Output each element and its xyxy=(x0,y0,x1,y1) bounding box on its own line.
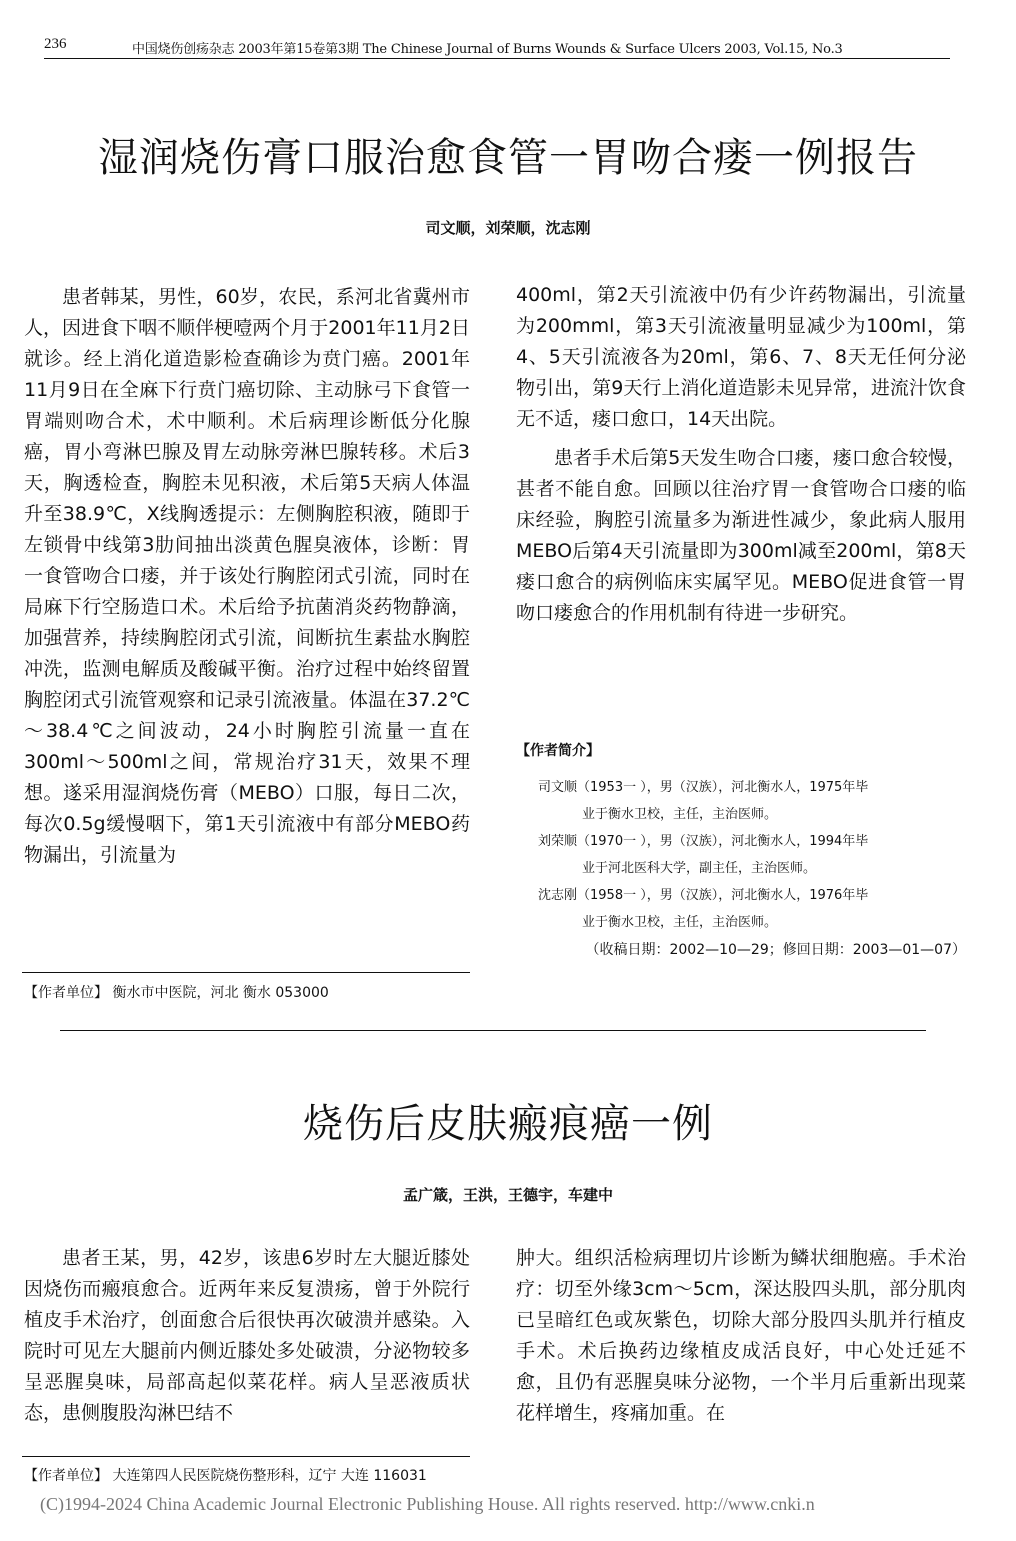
article1-right-column xyxy=(516,280,966,629)
copyright-watermark: (C)1994-2024 China Academic Journal Electronic Publishing House. All rights reserved. http://www.cnki.n xyxy=(40,1494,815,1514)
footnote-rule xyxy=(22,1456,470,1457)
bio-entry xyxy=(516,828,966,882)
received-revised-dates: （收稿日期：2002—10—29；修回日期：2003—01—07） xyxy=(585,942,966,958)
bio-entry-line: 司文顺（1953一 ），男（汉族），河北衡水人，1975年毕 xyxy=(538,780,869,795)
bio-entry xyxy=(516,882,966,936)
bio-entry-line: 业于衡水卫校，主任，主治医师。 xyxy=(582,915,778,930)
article1-left-paragraph: 患者韩某，男性，60岁，农民，系河北省冀州市人，因进食下咽不顺伴梗噎两个月于2001年11月2日就诊。经上消化道造影检查确诊为贲门癌。2001年11月9日在全麻下行贲门癌切除、主动脉弓下食管一胃端则吻合术，术中顺利。术后病理诊断低分化腺癌，胃小弯淋巴腺及胃左动脉旁淋巴腺转移。术后3天，胸透检查，胸腔未见积液，术后第5天病人体温升至38.9℃，X线胸透提示：左侧胸腔积液，随即于左锁骨中线第3肋间抽出淡黄色腥臭液体，诊断：胃一食管吻合口瘘，并于该处行胸腔闭式引流，同时在局麻下行空肠造口术。术后给予抗菌消炎药物静滴，加强营养，持续胸腔闭式引流，间断抗生素盐水胸腔冲洗，监测电解质及酸碱平衡。治疗过程中始终留置胸腔闭式引流管观察和记录引流液量。体温在37.2℃～38.4℃之间波动，24小时胸腔引流量一直在300ml～500ml之间，常规治疗31天，效果不理想。遂采用湿润烧伤膏（MEBO）口服，每日二次，每次0.5g缓慢咽下，第1天引流液中有部分MEBO药物漏出，引流量为 xyxy=(24,286,470,866)
bio-entry xyxy=(516,774,966,828)
article1-left-column xyxy=(24,282,470,871)
article2-right-column xyxy=(516,1243,966,1429)
header-rule xyxy=(44,58,950,59)
bio-heading: 【作者简介】 xyxy=(516,743,600,759)
article2-authors: 孟广箴，王洪，王德宇，车建中 xyxy=(402,1186,613,1204)
page-number: 236 xyxy=(44,36,67,52)
article2-title: 烧伤后皮肤瘢痕癌一例 xyxy=(303,1101,713,1147)
journal-running-head: 中国烧伤创疡杂志 2003年第15卷第3期 The Chinese Journal of Burns Wounds & Surface Ulcers 2003, Vol.15, No.3 xyxy=(132,42,843,57)
article2-left-column xyxy=(24,1243,470,1429)
article1-right-paragraph: 患者手术后第5天发生吻合口瘘，瘘口愈合较慢，甚者不能自愈。回顾以往治疗胃一食管吻合口瘘的临床经验，胸腔引流量多为渐进性减少，象此病人服用MEBO后第4天引流量即为300ml减至200ml，第8天瘘口愈合的病例临床实属罕见。MEBO促进食管一胃吻口瘘愈合的作用机制有待进一步研究。 xyxy=(516,447,966,624)
article1-authors: 司文顺，刘荣顺，沈志刚 xyxy=(425,219,591,237)
footnote-rule xyxy=(22,972,470,973)
article2-author-unit: 【作者单位】 大连第四人民医院烧伤整形科，辽宁 大连 116031 xyxy=(24,1468,427,1484)
article1-right-paragraph: 400ml，第2天引流液中仍有少许药物漏出，引流量为200mml，第3天引流液量明显减少为100ml，第4、5天引流液各为20ml，第6、7、8天无任何分泌物引出，第9天行上消化道造影未见异常，进流汁饮食无不适，瘘口愈口，14天出院。 xyxy=(516,284,966,430)
bio-entry-line: 业于衡水卫校，主任，主治医师。 xyxy=(582,807,778,822)
running-header xyxy=(44,36,950,58)
bio-entry-line: 业于河北医科大学，副主任，主治医师。 xyxy=(582,861,817,876)
bio-entry-line: 刘荣顺（1970一 ），男（汉族），河北衡水人，1994年毕 xyxy=(538,834,869,849)
author-bio xyxy=(516,740,966,964)
bio-entry-line: 沈志刚（1958一 ），男（汉族），河北衡水人，1976年毕 xyxy=(538,888,869,903)
article1-title: 湿润烧伤膏口服治愈食管一胃吻合瘘一例报告 xyxy=(98,135,918,181)
article-separator xyxy=(60,1030,926,1031)
article2-right-paragraph: 肿大。组织活检病理切片诊断为鳞状细胞癌。手术治疗：切至外缘3cm～5cm，深达股四头肌，部分肌肉已呈暗红色或灰紫色，切除大部分股四头肌并行植皮手术。术后换药边缘植皮成活良好，中心处迁延不愈，且仍有恶腥臭味分泌物，一个半月后重新出现菜花样增生，疼痛加重。在 xyxy=(516,1247,966,1424)
article1-author-unit: 【作者单位】 衡水市中医院，河北 衡水 053000 xyxy=(24,985,329,1001)
article2-left-paragraph: 患者王某，男，42岁，该患6岁时左大腿近膝处因烧伤而瘢痕愈合。近两年来反复溃疡，曾于外院行植皮手术治疗，创面愈合后很快再次破溃并感染。入院时可见左大腿前内侧近膝处多处破溃，分泌物较多呈恶腥臭味，局部高起似菜花样。病人呈恶液质状态，患侧腹股沟淋巴结不 xyxy=(24,1247,470,1424)
